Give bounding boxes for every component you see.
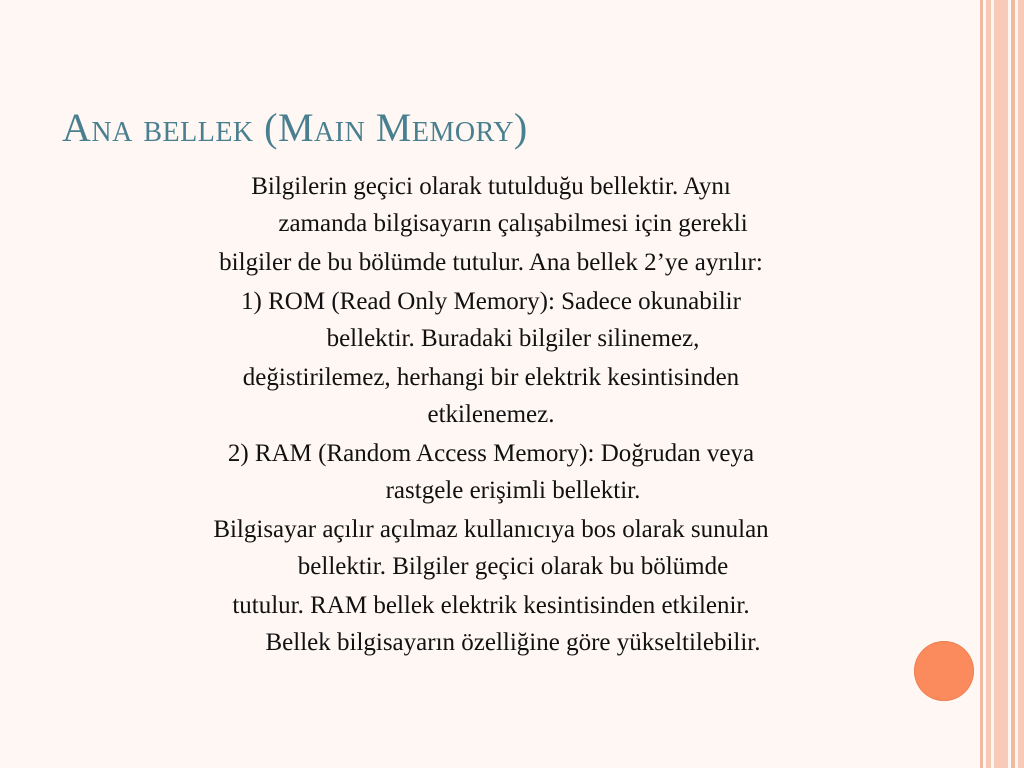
- body-line: değistirilemez, herhangi bir elektrik kesintisinden: [242, 364, 740, 391]
- slide-body: [60, 168, 922, 663]
- body-line: 2) RAM (Random Access Memory): Doğrudan veya: [227, 440, 755, 467]
- body-line: rastgele erişimli bellektir.: [385, 477, 641, 504]
- decorative-circle: [914, 641, 974, 701]
- decorative-stripe: [1011, 0, 1015, 768]
- body-paragraph: [60, 244, 922, 281]
- body-line: zamanda bilgisayarın çalışabilmesi için gerekli: [278, 210, 748, 237]
- decorative-stripe: [986, 0, 991, 768]
- decorative-stripe: [980, 0, 983, 768]
- body-paragraph: [60, 168, 922, 242]
- body-line: bellektir. Bilgiler geçici olarak bu bölümde: [297, 553, 729, 580]
- decorative-stripe: [994, 0, 1008, 768]
- body-paragraph: [60, 435, 922, 509]
- slide-title: Ana bellek (Main Memory): [62, 105, 528, 150]
- body-line: etkilenemez.: [427, 401, 555, 428]
- body-line: 1) ROM (Read Only Memory): Sadece okunabilir: [241, 288, 741, 315]
- body-paragraph: [60, 359, 922, 433]
- body-paragraph: [60, 511, 922, 585]
- body-line: Bilgisayar açılır açılmaz kullanıcıya bos olarak sunulan: [213, 516, 769, 543]
- body-line: Bilgilerin geçici olarak tutulduğu bellektir. Aynı: [251, 173, 731, 200]
- body-line: bellektir. Buradaki bilgiler silinemez,: [326, 325, 700, 352]
- body-paragraph: [60, 283, 922, 357]
- body-line: tutulur. RAM bellek elektrik kesintisinden etkilenir.: [232, 592, 750, 619]
- body-paragraph: [60, 587, 922, 661]
- body-line: Bellek bilgisayarın özelliğine göre yükseltilebilir.: [265, 629, 761, 656]
- decorative-stripe: [1018, 0, 1024, 768]
- body-line: bilgiler de bu bölümde tutulur. Ana bellek 2’ye ayrılır:: [219, 249, 763, 276]
